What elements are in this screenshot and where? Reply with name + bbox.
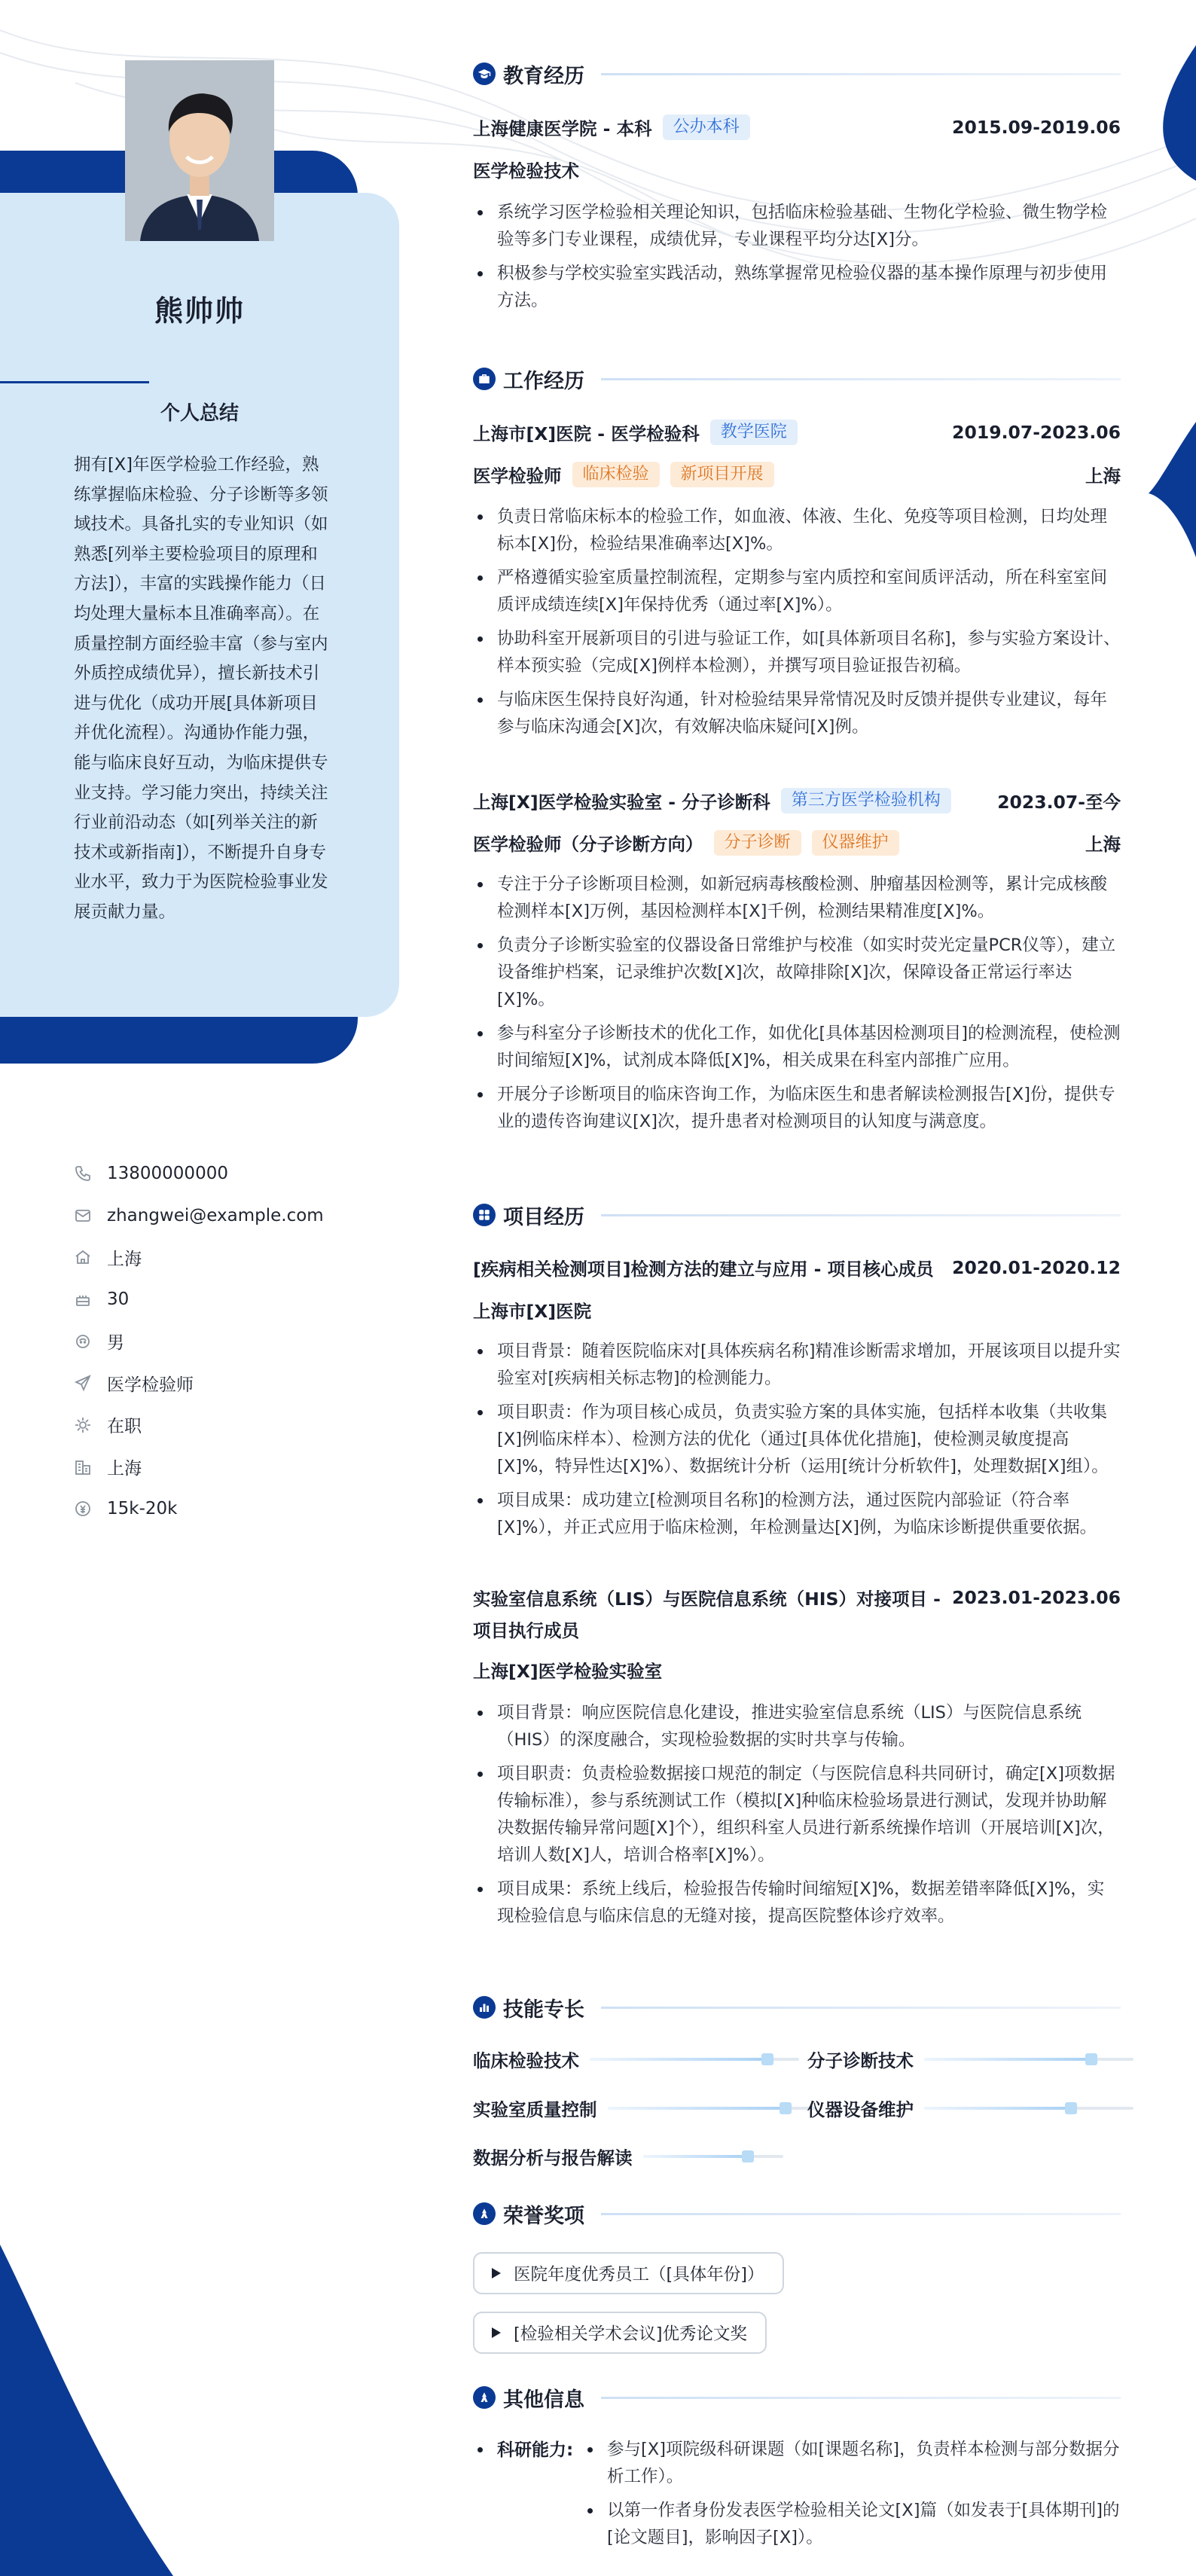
job-1-tag-1: 临床检验: [572, 462, 660, 487]
projects-title: 项目经历: [503, 1205, 584, 1229]
skill-bar: [608, 2107, 817, 2110]
job-2-bullets: [473, 871, 1121, 1142]
skill-label: 临床检验技术: [473, 2050, 579, 2071]
job-2-tag-2: 仪器维护: [812, 830, 899, 856]
list-item: 系统学习医学检验相关理论知识，包括临床检验基础、生物化学检验、微生物学检验等多门专业课程，成绩优异，专业课程平均分达[X]分。: [473, 199, 1121, 253]
skill-bar: [643, 2155, 783, 2158]
project-2-header-row: [473, 1585, 1121, 1610]
city-icon: [74, 1458, 92, 1476]
work-title: 工作经历: [503, 369, 584, 393]
project-2-bullets: [473, 1699, 1121, 1937]
list-item: 积极参与学校实验室实践活动，熟练掌握常见检验仪器的基本操作原理与初步使用方法。: [473, 260, 1121, 314]
other-section-header: [473, 2384, 1121, 2411]
job-1-bullets: [473, 503, 1121, 747]
list-item: 项目成果：系统上线后，检验报告传输时间缩短[X]%，数据差错率降低[X]%，实现检验信息与临床信息的无缝对接，提高医院整体诊疗效率。: [473, 1876, 1121, 1930]
list-item: 项目职责：负责检验数据接口规范的制定（与医院信息科共同研讨，确定[X]项数据传输标准），参与系统测试工作（模拟[X]种临床检验场景进行测试，发现并协助解决数据传输异常问题[X]个），组织科室人员进行新系统操作培训（开展培训[X]次，培训人数[X]人，培训合格率[X]%）。: [473, 1760, 1121, 1869]
education-section-header: [473, 60, 1121, 87]
project-1-header-row: [473, 1255, 1121, 1280]
gender-text: 男: [107, 1333, 124, 1354]
list-item: 与临床医生保持良好沟通，针对检验结果异常情况及时反馈并提供专业建议，每年参与临床沟通会[X]次，有效解决临床疑问[X]例。: [473, 686, 1121, 740]
home-icon: [74, 1248, 92, 1266]
awards-section-header: [473, 2200, 1121, 2227]
skill-bar: [924, 2107, 1133, 2110]
job-2-org: 上海[X]医学检验实验室 - 分子诊断科: [473, 792, 770, 813]
job-1-dates: 2019.07-2023.06: [952, 422, 1121, 443]
profile-photo: [125, 60, 274, 241]
awards-title: 荣誉奖项: [503, 2204, 584, 2228]
list-item: 严格遵循实验室质量控制流程，定期参与室内质控和室间质评活动，所在科室室间质评成绩连续[X]年保持优秀（通过率[X]%）。: [473, 564, 1121, 618]
job-1-org: 上海市[X]医院 - 医学检验科: [473, 423, 700, 444]
city-text: 上海: [107, 1459, 142, 1479]
contact-gender: [74, 1320, 390, 1363]
salary-icon: [74, 1500, 92, 1518]
address-text: 上海: [107, 1249, 142, 1269]
list-item: 项目背景：随着医院临床对[具体疾病名称]精准诊断需求增加，开展该项目以提升实验室对[疾病相关标志物]的检测能力。: [473, 1338, 1121, 1392]
status-icon: [74, 1416, 92, 1434]
education-header-row: [473, 114, 1121, 140]
list-item: 专注于分子诊断项目检测，如新冠病毒核酸检测、肿瘤基因检测等，累计完成核酸检测样本[X]万例，基因检测样本[X]千例，检测结果精准度[X]%。: [473, 871, 1121, 925]
list-item: 负责日常临床标本的检验工作，如血液、体液、生化、免疫等项目检测，日均处理标本[X]份，检验结果准确率达[X]%。: [473, 503, 1121, 557]
other-title: 其他信息: [503, 2388, 584, 2412]
list-item: 项目成果：成功建立[检测项目名称]的检测方法，通过医院内部验证（符合率[X]%），并正式应用于临床检测，年检测量达[X]例，为临床诊断提供重要依据。: [473, 1487, 1121, 1541]
award-text: [检验相关学术会议]优秀论文奖: [514, 2324, 748, 2344]
job-1-role: 医学检验师: [473, 465, 562, 487]
job-2-location: 上海: [1085, 834, 1121, 855]
contact-city: [74, 1446, 390, 1488]
list-item: 项目背景：响应医院信息化建设，推进实验室信息系统（LIS）与医院信息系统（HIS）的深度融合，实现检验数据的实时共享与传输。: [473, 1699, 1121, 1753]
contact-salary: [74, 1488, 390, 1531]
award-item: [473, 2312, 767, 2354]
grid-icon: [477, 1208, 491, 1222]
list-item: 以第一作者身份发表医学检验相关论文[X]篇（如发表于[具体期刊]的[论文题目]，影响因子[X]）。: [584, 2497, 1121, 2551]
phone-text: 13800000000: [107, 1163, 228, 1183]
summary-text: 拥有[X]年医学检验工作经验，熟练掌握临床检验、分子诊断等多领域技术。具备扎实的专业知识（如熟悉[列举主要检验项目的原理和方法]），丰富的实践操作能力（日均处理大量标本且准确率高）。在质量控制方面经验丰富（参与室内外质控成绩优异），擅长新技术引进与优化（成功开展[具体新项目并优化流程）。沟通协作能力强，能与临床良好互动，为临床提供专业支持。学习能力突出，持续关注行业前沿动态（如[列举关注的新技术或新指南]），不断提升自身专业水平，致力于为医院检验事业发展贡献力量。: [74, 455, 328, 922]
skill-label: 实验室质量控制: [473, 2099, 597, 2120]
summary-heading: 个人总结: [160, 402, 239, 425]
briefcase-icon: [477, 372, 491, 386]
gender-icon: [74, 1332, 92, 1351]
contact-age: [74, 1278, 390, 1320]
info-icon: [477, 2391, 491, 2404]
age-icon: [74, 1290, 92, 1308]
list-item: 协助科室开展新项目的引进与验证工作，如[具体新项目名称]，参与实验方案设计、样本预实验（完成[X]例样本检测），并撰写项目验证报告初稿。: [473, 625, 1121, 679]
job-2-org-tag: 第三方医学检验机构: [781, 788, 951, 813]
project-2-dates: 2023.01-2023.06: [952, 1587, 1121, 1608]
contact-address: [74, 1236, 390, 1278]
education-tag: 公办本科: [663, 114, 750, 140]
project-2-org: 上海[X]医学检验实验室: [473, 1661, 663, 1682]
list-item: 参与[X]项院级科研课题（如[课题名称]，负责样本检测与部分数据分析工作）。: [584, 2436, 1121, 2490]
phone-icon: [74, 1164, 92, 1183]
list-item: 开展分子诊断项目的临床咨询工作，为临床医生和患者解读检测报告[X]份，提供专业的遗传咨询建议[X]次，提升患者对检测项目的认知度与满意度。: [473, 1081, 1121, 1135]
skill-label: 分子诊断技术: [807, 2050, 914, 2071]
project-1-bullets: [473, 1338, 1121, 1548]
bar-chart-icon: [477, 2001, 491, 2014]
job-2-role-row: [473, 830, 1121, 856]
skill-item: [473, 2143, 783, 2170]
education-bullets: [473, 199, 1121, 321]
play-arrow-icon: [491, 2327, 502, 2339]
work-section-header: [473, 365, 1121, 392]
job-1-org-tag: 教学医院: [710, 420, 798, 445]
email-icon: [74, 1207, 92, 1225]
skills-title: 技能专长: [503, 1998, 584, 2022]
avatar-icon: [125, 60, 274, 241]
graduation-cap-icon: [477, 67, 491, 81]
skill-bar: [924, 2058, 1133, 2061]
award-icon: [477, 2207, 491, 2220]
skills-section-header: [473, 1994, 1121, 2021]
skill-item: [473, 2095, 817, 2122]
skill-item: [473, 2046, 799, 2073]
job-text: 医学检验师: [107, 1375, 194, 1395]
job-1-role-row: [473, 462, 1121, 487]
contact-phone: [74, 1152, 390, 1195]
job-1-tag-2: 新项目开展: [670, 462, 774, 487]
salary-text: 15k-20k: [107, 1499, 178, 1519]
send-icon: [74, 1374, 92, 1392]
contact-job: [74, 1362, 390, 1404]
job-1-header-row: [473, 420, 1121, 445]
status-text: 在职: [107, 1417, 142, 1437]
contact-status: [74, 1404, 390, 1446]
age-text: 30: [107, 1289, 130, 1309]
list-item: 负责分子诊断实验室的仪器设备日常维护与校准（如实时荧光定量PCR仪等），建立设备维护档案，记录维护次数[X]次，故障排除[X]次，保障设备正常运行率达[X]%。: [473, 932, 1121, 1013]
project-2-name-line2: 项目执行成员: [473, 1620, 579, 1641]
email-text: zhangwei@example.com: [107, 1205, 324, 1225]
research-list: [584, 2436, 1121, 2558]
skill-label: 数据分析与报告解读: [473, 2147, 633, 2169]
education-school: 上海健康医学院 - 本科: [473, 118, 652, 139]
research-label: 科研能力:: [497, 2440, 574, 2460]
job-1-location: 上海: [1085, 465, 1121, 487]
project-1-name: [疾病相关检测项目]检测方法的建立与应用 - 项目核心成员: [473, 1259, 934, 1280]
education-title: 教育经历: [503, 64, 584, 88]
job-2-header-row: [473, 788, 1121, 813]
summary-divider: [0, 381, 149, 383]
profile-name: 熊帅帅: [154, 295, 245, 328]
job-2-role: 医学检验师（分子诊断方向）: [473, 834, 703, 855]
education-major: 医学检验技术: [473, 160, 579, 182]
contact-list: [74, 1152, 390, 1530]
skill-label: 仪器设备维护: [807, 2099, 914, 2120]
play-arrow-icon: [491, 2267, 502, 2279]
education-dates: 2015.09-2019.06: [952, 117, 1121, 138]
skill-item: [807, 2046, 1133, 2073]
award-item: [473, 2252, 784, 2294]
projects-section-header: [473, 1201, 1121, 1228]
job-2-dates: 2023.07-至今: [997, 792, 1121, 813]
skill-bar: [590, 2058, 799, 2061]
skill-item: [807, 2095, 1133, 2122]
award-text: 医院年度优秀员工（[具体年份]）: [514, 2265, 764, 2285]
job-2-tag-1: 分子诊断: [714, 830, 801, 856]
project-1-org: 上海市[X]医院: [473, 1301, 592, 1322]
project-2-name-line1: 实验室信息系统（LIS）与医院信息系统（HIS）对接项目 -: [473, 1589, 941, 1610]
list-item: 参与科室分子诊断技术的优化工作，如优化[具体基因检测项目]的检测流程，使检测时间缩短[X]%，试剂成本降低[X]%，相关成果在科室内部推广应用。: [473, 1020, 1121, 1074]
contact-email: [74, 1195, 390, 1237]
list-item: 项目职责：作为项目核心成员，负责实验方案的具体实施，包括样本收集（共收集[X]例临床样本）、检测方法的优化（通过[具体优化措施]，使检测灵敏度提高[X]%，特异性达[X]%）、数据统计分析（运用[统计分析软件]，处理数据[X]组）。: [473, 1399, 1121, 1480]
project-1-dates: 2020.01-2020.12: [952, 1257, 1121, 1278]
